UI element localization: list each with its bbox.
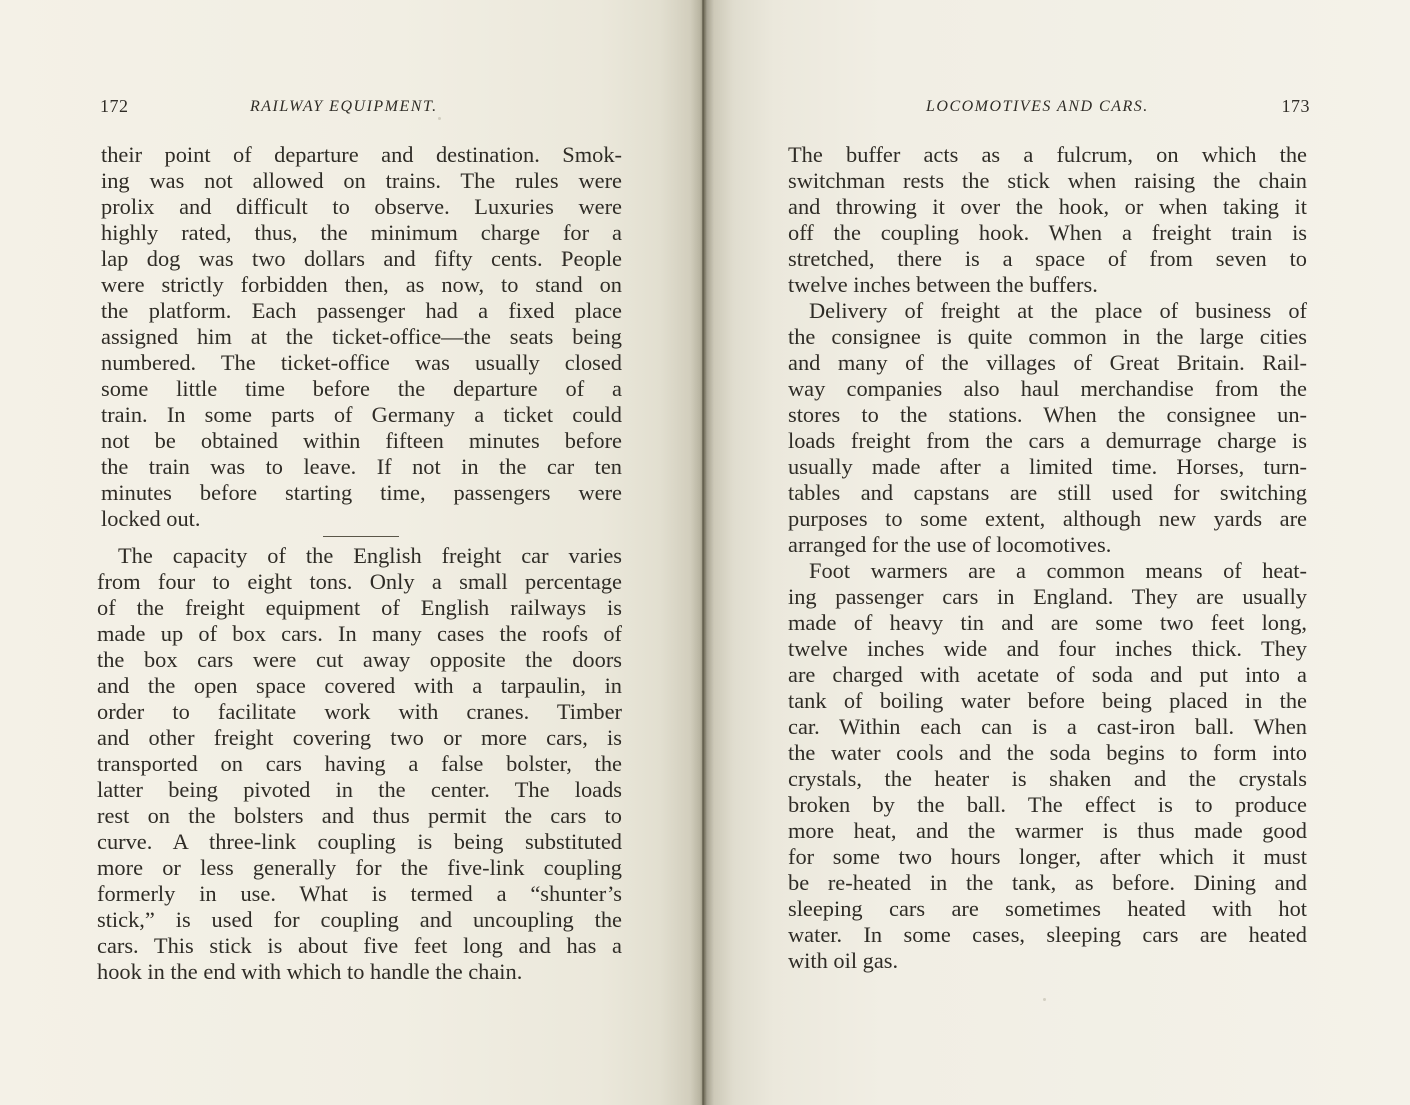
text-line: order to facilitate work with cranes. Timber <box>97 699 622 724</box>
text-line: hook in the end with which to handle the chain. <box>97 959 523 984</box>
text-line: The buffer acts as a fulcrum, on which the <box>788 142 1307 167</box>
text-line: ing passenger cars in England. They are usually <box>788 584 1307 609</box>
text-line: for some two hours longer, after which it must <box>788 844 1307 869</box>
text-line: way companies also haul merchandise from the <box>788 376 1307 401</box>
text-line: stick,” is used for coupling and uncoupling the <box>97 907 622 932</box>
text-line: were strictly forbidden then, as now, to stand on <box>101 272 622 297</box>
text-line: made up of box cars. In many cases the roofs of <box>97 621 622 646</box>
text-line: be re-heated in the tank, as before. Dining and <box>788 870 1307 895</box>
paper-speck <box>1043 998 1046 1001</box>
text-line: arranged for the use of locomotives. <box>788 532 1112 557</box>
text-line: curve. A three-link coupling is being substituted <box>97 829 622 854</box>
right-page-header <box>788 96 1310 120</box>
text-line: some little time before the departure of a <box>101 376 622 401</box>
text-line: usually made after a limited time. Horses, turn- <box>788 454 1307 479</box>
book-spine <box>702 0 705 1105</box>
text-line: Delivery of freight at the place of business of <box>809 298 1307 323</box>
section-divider-rule <box>323 536 399 537</box>
text-line: are charged with acetate of soda and put into a <box>788 662 1307 687</box>
text-line: train. In some parts of Germany a ticket could <box>101 402 622 427</box>
text-line: prolix and difficult to observe. Luxuries were <box>101 194 622 219</box>
right-page-body <box>788 142 1307 974</box>
text-line: twelve inches wide and four inches thick. They <box>788 636 1307 661</box>
text-line: stretched, there is a space of from seven to <box>788 246 1307 271</box>
text-line: more heat, and the warmer is thus made good <box>788 818 1307 843</box>
text-line: the water cools and the soda begins to form into <box>788 740 1307 765</box>
text-line: purposes to some extent, although new yards are <box>788 506 1307 531</box>
text-line: latter being pivoted in the center. The loads <box>97 777 622 802</box>
text-line: off the coupling hook. When a freight train is <box>788 220 1307 245</box>
text-line: tables and capstans are still used for switching <box>788 480 1307 505</box>
text-line: lap dog was two dollars and fifty cents. People <box>101 246 622 271</box>
text-line: numbered. The ticket-office was usually closed <box>101 350 622 375</box>
left-running-head: RAILWAY EQUIPMENT. <box>250 98 438 115</box>
text-line: their point of departure and destination. Smok- <box>101 142 622 167</box>
text-line: the box cars were cut away opposite the doors <box>97 647 622 672</box>
text-line: Foot warmers are a common means of heat- <box>809 558 1307 583</box>
text-line: made of heavy tin and are some two feet long, <box>788 610 1307 635</box>
text-line: broken by the ball. The effect is to produce <box>788 792 1307 817</box>
text-line: rest on the bolsters and thus permit the cars to <box>97 803 622 828</box>
text-line: from four to eight tons. Only a small percentage <box>97 569 622 594</box>
text-line: switchman rests the stick when raising the chain <box>788 168 1307 193</box>
text-line: stores to the stations. When the consignee un- <box>788 402 1307 427</box>
text-line: ing was not allowed on trains. The rules were <box>101 168 622 193</box>
text-line: the consignee is quite common in the large cities <box>788 324 1307 349</box>
left-paragraph-2 <box>97 543 622 985</box>
text-line: water. In some cases, sleeping cars are heated <box>788 922 1307 947</box>
text-line: transported on cars having a false bolster, the <box>97 751 622 776</box>
text-line: sleeping cars are sometimes heated with hot <box>788 896 1307 921</box>
text-line: with oil gas. <box>788 948 899 973</box>
text-line: car. Within each can is a cast-iron ball. When <box>788 714 1307 739</box>
text-line: cars. This stick is about five feet long and has a <box>97 933 622 958</box>
text-line: highly rated, thus, the minimum charge for a <box>101 220 622 245</box>
text-line: of the freight equipment of English railways is <box>97 595 622 620</box>
right-running-head: LOCOMOTIVES AND CARS. <box>926 98 1149 115</box>
left-page-number: 172 <box>100 96 129 116</box>
left-page-header <box>100 96 622 120</box>
text-line: The capacity of the English freight car varies <box>118 543 622 568</box>
text-line: locked out. <box>101 506 201 531</box>
text-line: and many of the villages of Great Britain. Rail- <box>788 350 1307 375</box>
right-page-number: 173 <box>1281 96 1310 116</box>
text-line: more or less generally for the five-link coupling <box>97 855 622 880</box>
paper-speck <box>438 117 441 120</box>
text-line: loads freight from the cars a demurrage charge is <box>788 428 1307 453</box>
text-line: and the open space covered with a tarpaulin, in <box>97 673 622 698</box>
text-line: and other freight covering two or more cars, is <box>97 725 622 750</box>
text-line: the platform. Each passenger had a fixed place <box>101 298 622 323</box>
text-line: twelve inches between the buffers. <box>788 272 1098 297</box>
text-line: the train was to leave. If not in the car ten <box>101 454 622 479</box>
text-line: and throwing it over the hook, or when taking it <box>788 194 1307 219</box>
text-line: crystals, the heater is shaken and the crystals <box>788 766 1307 791</box>
text-line: tank of boiling water before being placed in the <box>788 688 1307 713</box>
text-line: formerly in use. What is termed a “shunter’s <box>97 881 622 906</box>
left-paragraph-1 <box>101 142 622 532</box>
text-line: assigned him at the ticket-office—the seats being <box>101 324 622 349</box>
text-line: not be obtained within fifteen minutes before <box>101 428 622 453</box>
text-line: minutes before starting time, passengers were <box>101 480 622 505</box>
